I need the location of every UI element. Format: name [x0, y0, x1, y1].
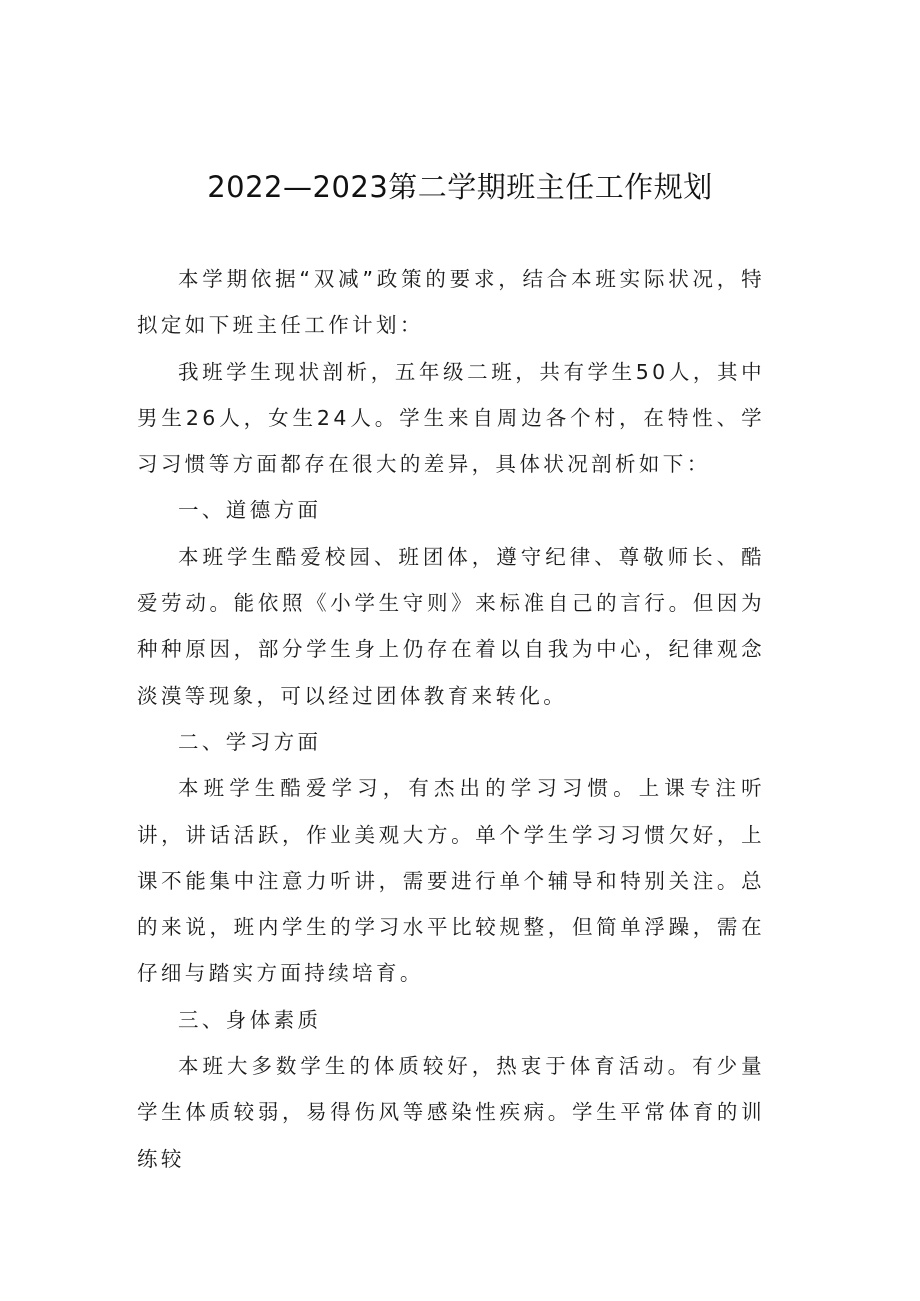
- section-heading-morality: 一、道德方面: [178, 498, 322, 523]
- paragraph-intro: 本学期依据“双减”政策的要求，结合本班实际状况，特拟定如下班主任工作计划：: [137, 267, 765, 338]
- paragraph-morality: 本班学生酷爱校园、班团体，遵守纪律、尊敬师长、酷爱劳动。能依照《小学生守则》来标准自己的言行。但因为种种原因，部分学生身上仍存在着以自我为中心，纪律观念淡漠等现象，可以经过团体教育来转化。: [137, 544, 765, 708]
- paragraph-physical: 本班大多数学生的体质较好，热衷于体育活动。有少量学生体质较弱，易得伤风等感染性疾病。学生平常体育的训练较: [137, 1054, 765, 1171]
- paragraph-study: 本班学生酷爱学习，有杰出的学习习惯。上课专注听讲，讲话活跃，作业美观大方。单个学生学习习惯欠好，上课不能集中注意力听讲，需要进行单个辅导和特别关注。总的来说，班内学生的学习水平比较规整，但简单浮躁，需在仔细与踏实方面持续培育。: [137, 776, 765, 986]
- section-heading-physical: 三、身体素质: [178, 1007, 322, 1032]
- document-body: [137, 256, 765, 1182]
- document-title: 2022—2023第二学期班主任工作规划: [207, 170, 713, 204]
- section-heading-study: 二、学习方面: [178, 729, 322, 754]
- paragraph-class-overview: 我班学生现状剖析，五年级二班，共有学生50人，其中男生26人，女生24人。学生来自周边各个村，在特性、学习习惯等方面都存在很大的差异，具体状况剖析如下：: [137, 359, 765, 477]
